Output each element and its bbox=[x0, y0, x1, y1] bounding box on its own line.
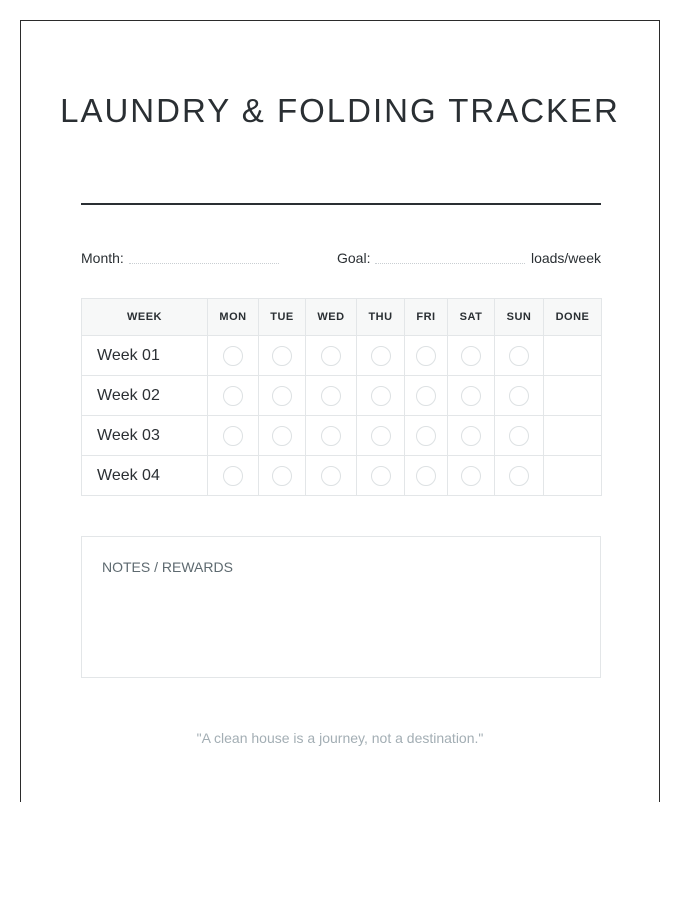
checkbox-circle[interactable] bbox=[371, 426, 391, 446]
done-cell[interactable] bbox=[544, 376, 602, 416]
checkbox-circle[interactable] bbox=[272, 426, 292, 446]
checkbox-circle[interactable] bbox=[223, 426, 243, 446]
day-cell-sat bbox=[448, 416, 495, 456]
goal-unit-label: loads/week bbox=[530, 250, 601, 266]
day-cell-fri bbox=[405, 416, 448, 456]
day-cell-wed bbox=[306, 336, 357, 376]
day-cell-wed bbox=[306, 456, 357, 496]
done-cell[interactable] bbox=[544, 416, 602, 456]
checkbox-circle[interactable] bbox=[416, 386, 436, 406]
checkbox-circle[interactable] bbox=[509, 386, 529, 406]
day-cell-tue bbox=[259, 456, 306, 496]
goal-label: Goal: bbox=[337, 250, 371, 266]
checkbox-circle[interactable] bbox=[223, 346, 243, 366]
day-cell-sun bbox=[495, 416, 544, 456]
day-cell-sun bbox=[495, 336, 544, 376]
header-thu: THU bbox=[357, 299, 405, 336]
footer-quote: "A clean house is a journey, not a destination." bbox=[196, 730, 484, 746]
checkbox-circle[interactable] bbox=[321, 426, 341, 446]
header-mon: MON bbox=[208, 299, 259, 336]
day-cell-sun bbox=[495, 456, 544, 496]
checkbox-circle[interactable] bbox=[461, 426, 481, 446]
month-label: Month: bbox=[81, 250, 124, 266]
table-row bbox=[82, 456, 602, 496]
day-cell-fri bbox=[405, 456, 448, 496]
day-cell-sat bbox=[448, 336, 495, 376]
month-field[interactable] bbox=[129, 263, 279, 264]
day-cell-mon bbox=[208, 456, 259, 496]
checkbox-circle[interactable] bbox=[416, 466, 436, 486]
day-cell-thu bbox=[357, 376, 405, 416]
table-row bbox=[82, 376, 602, 416]
checkbox-circle[interactable] bbox=[223, 466, 243, 486]
table-header-row bbox=[82, 299, 602, 336]
day-cell-thu bbox=[357, 456, 405, 496]
done-cell[interactable] bbox=[544, 456, 602, 496]
checkbox-circle[interactable] bbox=[416, 346, 436, 366]
tracker-page bbox=[20, 20, 660, 802]
page-title: LAUNDRY & FOLDING TRACKER bbox=[60, 92, 620, 129]
day-cell-mon bbox=[208, 376, 259, 416]
day-cell-wed bbox=[306, 376, 357, 416]
table-row bbox=[82, 416, 602, 456]
day-cell-tue bbox=[259, 336, 306, 376]
day-cell-tue bbox=[259, 376, 306, 416]
header-fri: FRI bbox=[405, 299, 448, 336]
goal-field[interactable] bbox=[375, 263, 525, 264]
week-label: Week 02 bbox=[82, 376, 208, 416]
done-cell[interactable] bbox=[544, 336, 602, 376]
checkbox-circle[interactable] bbox=[321, 386, 341, 406]
day-cell-tue bbox=[259, 416, 306, 456]
day-cell-mon bbox=[208, 416, 259, 456]
checkbox-circle[interactable] bbox=[461, 346, 481, 366]
checkbox-circle[interactable] bbox=[272, 386, 292, 406]
header-week: WEEK bbox=[82, 299, 208, 336]
field-row bbox=[81, 247, 601, 269]
week-label: Week 03 bbox=[82, 416, 208, 456]
day-cell-sat bbox=[448, 376, 495, 416]
header-sat: SAT bbox=[448, 299, 495, 336]
title-divider bbox=[81, 203, 601, 205]
week-label: Week 01 bbox=[82, 336, 208, 376]
notes-box[interactable] bbox=[81, 536, 601, 678]
checkbox-circle[interactable] bbox=[509, 346, 529, 366]
day-cell-sat bbox=[448, 456, 495, 496]
checkbox-circle[interactable] bbox=[272, 466, 292, 486]
checkbox-circle[interactable] bbox=[371, 386, 391, 406]
checkbox-circle[interactable] bbox=[509, 466, 529, 486]
day-cell-fri bbox=[405, 336, 448, 376]
header-done: DONE bbox=[544, 299, 602, 336]
day-cell-wed bbox=[306, 416, 357, 456]
notes-label: NOTES / REWARDS bbox=[102, 559, 233, 575]
tracker-table bbox=[81, 298, 602, 496]
checkbox-circle[interactable] bbox=[371, 466, 391, 486]
checkbox-circle[interactable] bbox=[461, 466, 481, 486]
week-label: Week 04 bbox=[82, 456, 208, 496]
checkbox-circle[interactable] bbox=[509, 426, 529, 446]
checkbox-circle[interactable] bbox=[223, 386, 243, 406]
checkbox-circle[interactable] bbox=[371, 346, 391, 366]
header-sun: SUN bbox=[495, 299, 544, 336]
checkbox-circle[interactable] bbox=[321, 346, 341, 366]
header-wed: WED bbox=[306, 299, 357, 336]
day-cell-sun bbox=[495, 376, 544, 416]
checkbox-circle[interactable] bbox=[416, 426, 436, 446]
checkbox-circle[interactable] bbox=[321, 466, 341, 486]
day-cell-thu bbox=[357, 336, 405, 376]
checkbox-circle[interactable] bbox=[461, 386, 481, 406]
day-cell-thu bbox=[357, 416, 405, 456]
day-cell-mon bbox=[208, 336, 259, 376]
table-row bbox=[82, 336, 602, 376]
header-tue: TUE bbox=[259, 299, 306, 336]
checkbox-circle[interactable] bbox=[272, 346, 292, 366]
day-cell-fri bbox=[405, 376, 448, 416]
